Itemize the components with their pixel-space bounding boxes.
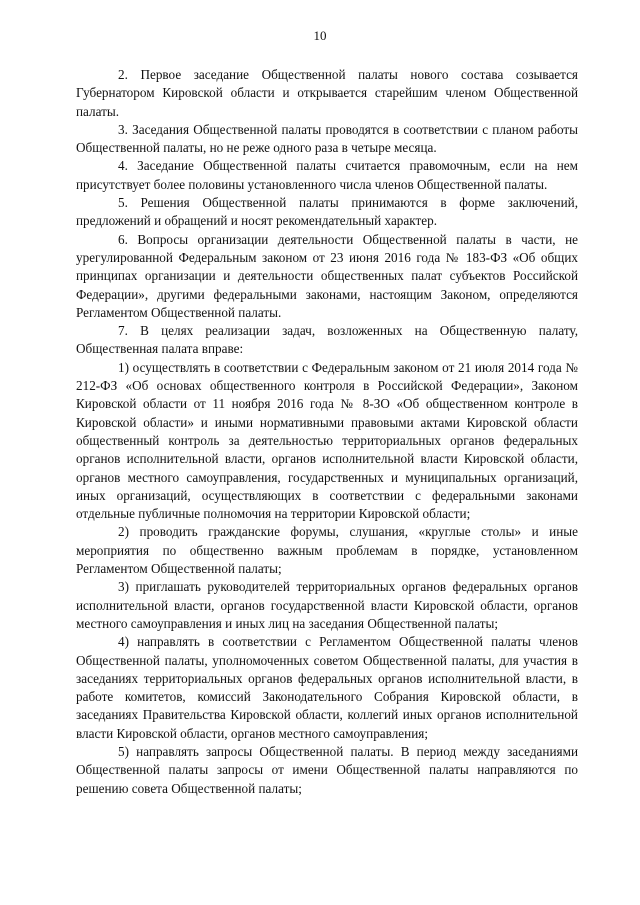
paragraph-item-7: 7. В целях реализации задач, возложенных на Общественную палату, Общественная палата вправе: [76, 323, 578, 357]
subparagraph-4: 4) направлять в соответствии с Регламентом Общественной палаты членов Общественной палаты, уполномоченных советом Общественной палаты, для участия в заседаниях территориальных органов федеральных органов исполнительной власти, в работе комитетов, комиссий Законодательного Собрания Кировской области, в заседаниях Правительства Кировской области, коллегий иных органов исполнительной власти Кировской области, органов местного самоуправления; [76, 634, 578, 741]
subparagraph-5: 5) направлять запросы Общественной палаты. В период между заседаниями Общественной палаты запросы от имени Общественной палаты направляются по решению совета Общественной палаты; [76, 743, 578, 796]
paragraph-item-5: 5. Решения Общественной палаты принимаются в форме заключений, предложений и обращений и носят рекомендательный характер. [76, 195, 578, 229]
subparagraph-3: 3) приглашать руководителей территориальных органов федеральных органов исполнительной власти, органов государственной власти Кировской области, органов местного самоуправления и иных лиц на заседания Общественной палаты; [76, 579, 578, 631]
page-number: 10 [313, 28, 327, 43]
paragraph-item-6: 6. Вопросы организации деятельности Общественной палаты в части, не урегулированной Федеральным законом от 23 июня 2016 года № 183-ФЗ «Об общих принципах организации и деятельности общественных палат субъектов Российской Федерации», другими федеральными законами, настоящим Законом, определяются Регламентом Общественной палаты. [76, 231, 578, 320]
subparagraph-1: 1) осуществлять в соответствии с Федеральным законом от 21 июля 2014 года № 212-ФЗ «Об основах общественного контроля в Российской Федерации», Законом Кировской области от 11 ноября 2016 года № 8-ЗО «Об общественном контроле в Кировской области» и иными нормативными правовыми актами Кировской области общественный контроль за деятельностью территориальных органов федеральных органов исполнительной власти, органов исполнительной власти Кировской области, органов местного самоуправления, государственных и муниципальных организаций, иных организаций, осуществляющих в соответствии с федеральными законами отдельные публичные полномочия на территории Кировской области; [76, 359, 578, 522]
subparagraph-2: 2) проводить гражданские форумы, слушания, «круглые столы» и иные мероприятия по общественно важным проблемам в порядке, установленном Регламентом Общественной палаты; [76, 524, 578, 577]
paragraph-item-4: 4. Заседание Общественной палаты считается правомочным, если на нем присутствует более половины установленного числа членов Общественной палаты. [76, 158, 578, 192]
document-body [76, 66, 578, 798]
paragraph-item-3: 3. Заседания Общественной палаты проводятся в соответствии с планом работы Общественной палаты, но не реже одного раза в четыре месяца. [76, 121, 578, 156]
paragraph-item-2: 2. Первое заседание Общественной палаты нового состава созывается Губернатором Кировской области и открывается старейшим членом Общественной палаты. [76, 67, 578, 119]
